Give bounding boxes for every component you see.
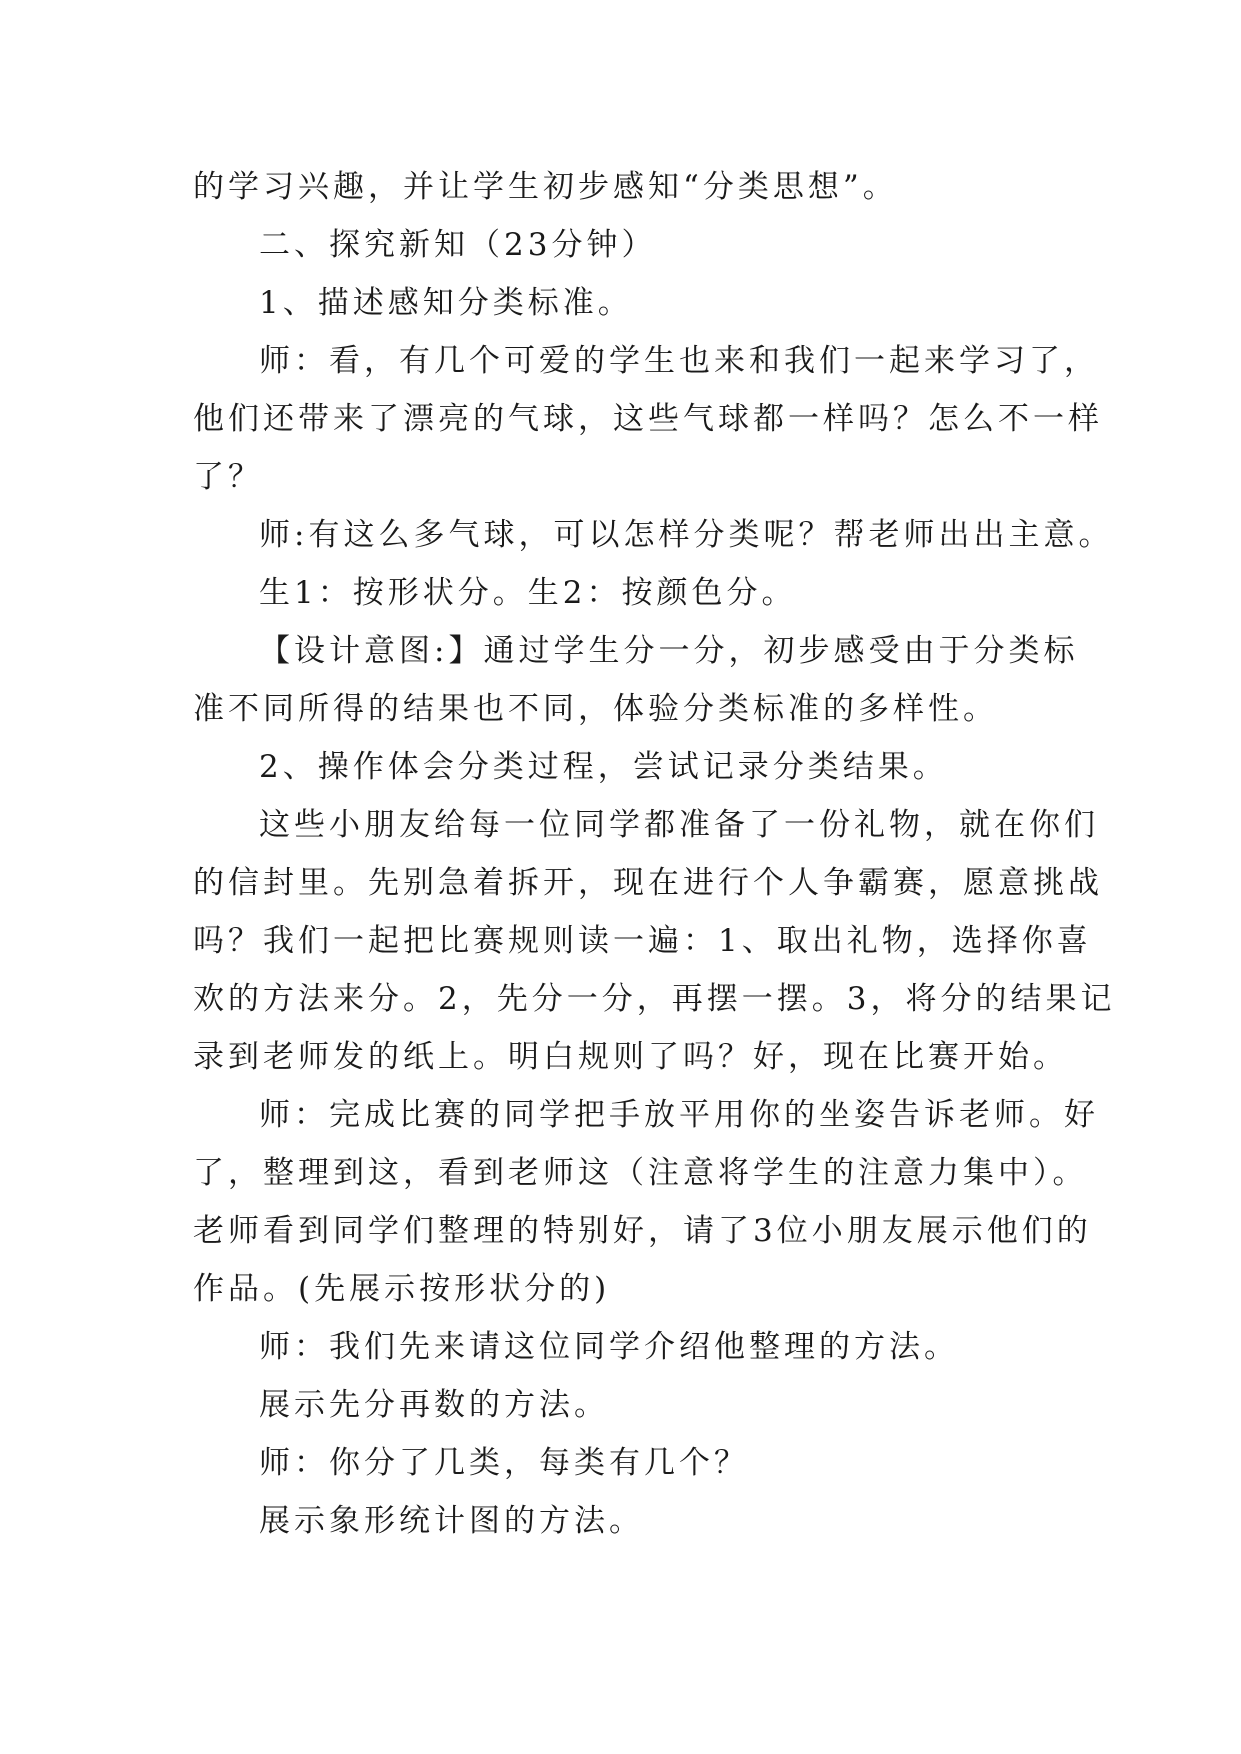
document-body xyxy=(193,158,1116,1550)
text-line: 师：我们先来请这位同学介绍他整理的方法。 xyxy=(259,1329,959,1365)
text-line: 录到老师发的纸上。明白规则了吗？好，现在比赛开始。 xyxy=(193,1039,1068,1075)
text-line: 师：看，有几个可爱的学生也来和我们一起来学习了， xyxy=(259,343,1099,379)
text-line: 师:有这么多气球，可以怎样分类呢？帮老师出出主意。 xyxy=(259,517,1114,553)
text-line: 2、操作体会分类过程，尝试记录分类结果。 xyxy=(259,749,948,785)
text-line: 1、描述感知分类标准。 xyxy=(259,285,633,321)
text-line: 展示先分再数的方法。 xyxy=(259,1387,609,1423)
text-line: 他们还带来了漂亮的气球，这些气球都一样吗？怎么不一样 xyxy=(193,401,1103,437)
text-line: 二、探究新知（23分钟） xyxy=(259,227,657,263)
text-line: 的信封里。先别急着拆开，现在进行个人争霸赛，愿意挑战 xyxy=(193,865,1103,901)
text-line: 了？ xyxy=(193,459,263,495)
text-line: 的学习兴趣，并让学生初步感知“分类思想”。 xyxy=(193,169,898,205)
text-line: 展示象形统计图的方法。 xyxy=(259,1503,644,1539)
text-line: 了，整理到这，看到老师这（注意将学生的注意力集中）。 xyxy=(193,1155,1088,1191)
text-line: 欢的方法来分。2，先分一分，再摆一摆。3，将分的结果记 xyxy=(193,981,1116,1017)
text-line: 准不同所得的结果也不同，体验分类标准的多样性。 xyxy=(193,691,998,727)
text-line: 【设计意图:】通过学生分一分，初步感受由于分类标 xyxy=(259,633,1079,669)
text-line: 这些小朋友给每一位同学都准备了一份礼物，就在你们 xyxy=(259,807,1099,843)
text-line: 吗？我们一起把比赛规则读一遍：1、取出礼物，选择你喜 xyxy=(193,923,1092,959)
text-line: 作品。(先展示按形状分的) xyxy=(193,1271,611,1307)
text-line: 师：完成比赛的同学把手放平用你的坐姿告诉老师。好 xyxy=(259,1097,1099,1133)
text-line: 生1：按形状分。生2：按颜色分。 xyxy=(259,575,797,611)
text-line: 老师看到同学们整理的特别好，请了3位小朋友展示他们的 xyxy=(193,1213,1092,1249)
text-line: 师：你分了几类，每类有几个？ xyxy=(259,1445,749,1481)
